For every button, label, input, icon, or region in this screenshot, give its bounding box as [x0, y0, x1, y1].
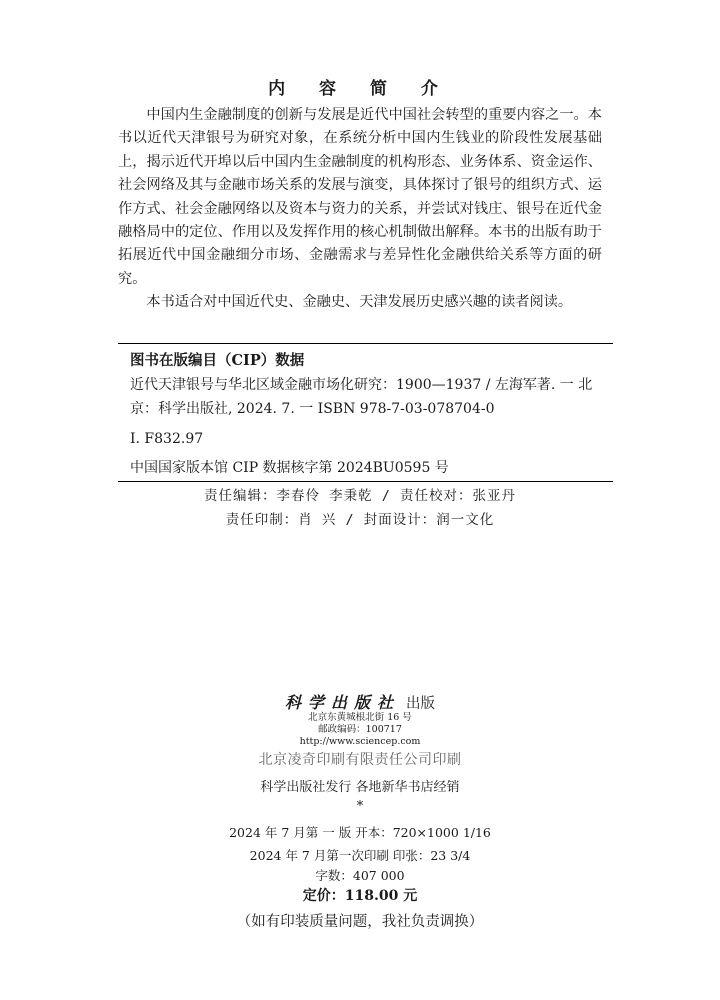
publisher-row	[0, 690, 720, 713]
cip-heading: 图书在版编目（CIP）数据	[130, 352, 305, 369]
publisher-logo: 科学出版社	[284, 693, 400, 712]
publisher-suffix: 出版	[406, 696, 435, 712]
page-title: 内 容 简 介	[268, 79, 452, 99]
distribution-info: 科学出版社发行 各地新华书店经销	[260, 780, 460, 795]
cip-block	[118, 343, 613, 482]
cip-entry	[130, 373, 613, 421]
cip-entry-line-1: 近代天津银号与华北区域金融市场化研究：1900—1937 / 左海军著. 一 北	[130, 377, 593, 393]
cip-verification: 中国国家版本馆 CIP 数据核字第 2024BU0595 号	[130, 460, 449, 476]
intro-section	[118, 104, 602, 315]
intro-paragraph-1: 中国内生金融制度的创新与发展是近代中国社会转型的重要内容之一。本书以近代天津银号为研究对象，在系统分析中国内生钱业的阶段性发展基础上，揭示近代开埠以后中国内生金融制度的机构形态、业务体系、资金运作、社会网络及其与金融市场关系的发展与演变，具体探讨了银号的组织方式、运作方式、社会金融网络以及资本与资力的关系，并尝试对钱庄、银号在近代金融格局中的定位、作用以及发挥作用的核心机制做出解释。本书的出版有助于拓展近代中国金融细分市场、金融需求与差异性化金融供给关系等方面的研究。	[118, 107, 602, 287]
printer-name: 北京凌奇印刷有限责任公司印刷	[258, 752, 462, 768]
printing-info: 2024 年 7 月第一次印刷 印张：23 3/4	[249, 848, 471, 863]
price: 定价：118.00 元	[302, 888, 418, 904]
intro-paragraph-2: 本书适合对中国近代史、金融史、天津发展历史感兴趣的读者阅读。	[146, 294, 573, 311]
cip-entry-line-2: 京：科学出版社, 2024. 7. 一 ISBN 978-7-03-078704-0	[130, 401, 495, 417]
word-count: 字数：407 000	[315, 868, 405, 883]
editor-credits	[0, 484, 720, 532]
publisher-website: http://www.sciencep.com	[299, 736, 421, 747]
quality-notice: （如有印装质量问题，我社负责调换）	[236, 914, 484, 930]
publisher-address: 北京东黄城根北街 16 号	[308, 712, 412, 723]
editor-credits-line-2: 责任印制：肖 兴 / 封面设计：润一文化	[225, 512, 495, 528]
separator-star: *	[356, 799, 364, 814]
publisher-postcode: 邮政编码：100717	[318, 724, 402, 735]
cip-classification: Ⅰ. F832.97	[130, 431, 204, 447]
editor-credits-line-1: 责任编辑：李春伶 李秉乾 / 责任校对：张亚丹	[203, 488, 516, 504]
edition-info: 2024 年 7 月第 一 版 开本：720×1000 1/16	[229, 825, 491, 840]
